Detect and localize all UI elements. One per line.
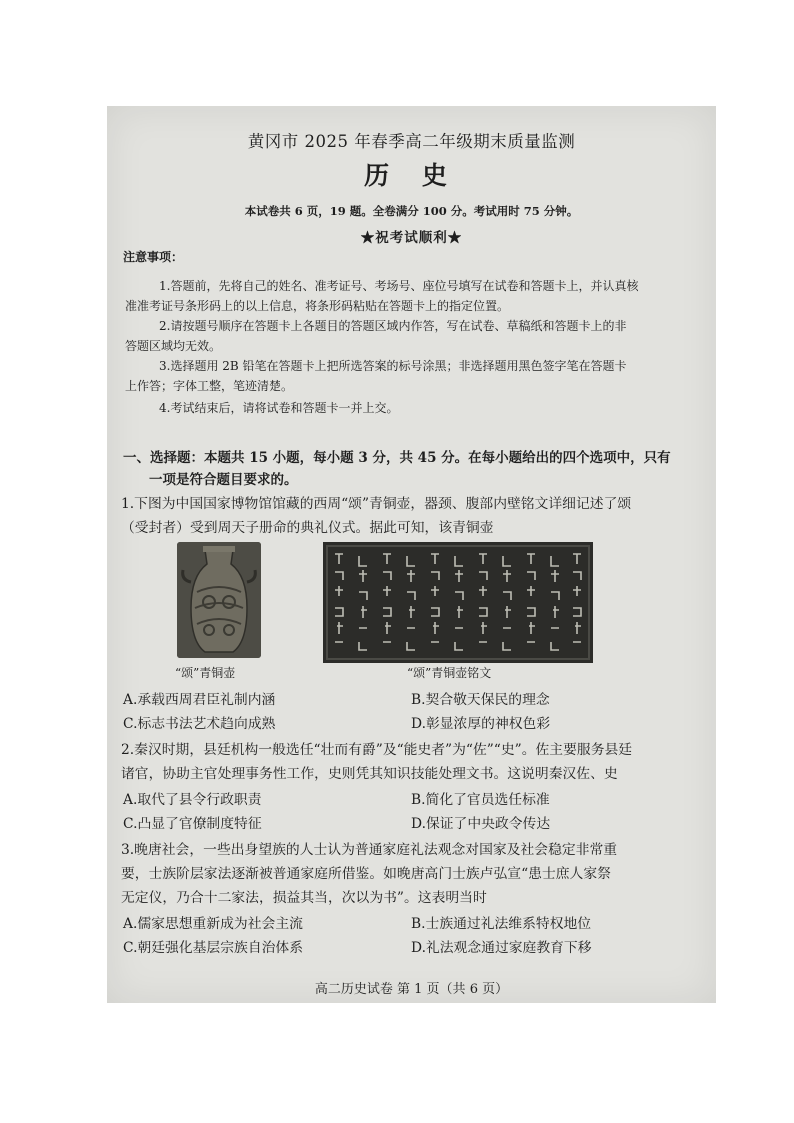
q3-stem-cont: 要，士族阶层家法逐渐被普通家庭所借鉴。如晚唐高门士族卢弘宣“患士庶人家祭 xyxy=(121,866,611,882)
q2-option-b: B.简化了官员选任标准 xyxy=(411,792,550,808)
inscription-caption: “颂”青铜壶铭文 xyxy=(407,666,492,680)
subject-title: 历 史 xyxy=(364,161,459,190)
notice-line: 答题区域均无效。 xyxy=(125,339,222,353)
q2-stem: 2.秦汉时期，县廷机构一般选任“壮而有爵”及“能史者”为“佐”“史”。佐主要服务县廷 xyxy=(121,742,633,758)
exam-title: 黄冈市 2025 年春季高二年级期末质量监测 xyxy=(247,132,576,151)
q1-option-a: A.承载西周君臣礼制内涵 xyxy=(123,692,276,708)
q2-option-c: C.凸显了官僚制度特征 xyxy=(123,816,262,832)
q2-option-a: A.取代了县令行政职责 xyxy=(123,792,262,808)
q1-option-d: D.彰显浓厚的神权色彩 xyxy=(411,716,551,732)
notice-line: 准准考证号条形码上的以上信息，将条形码粘贴在答题卡上的指定位置。 xyxy=(125,299,510,313)
q3-option-d: D.礼法观念通过家庭教育下移 xyxy=(411,940,592,956)
exam-page xyxy=(107,106,716,1003)
good-luck-banner: ★祝考试顺利★ xyxy=(360,230,463,246)
section-heading: 一、选择题：本题共 15 小题，每小题 3 分，共 45 分。在每小题给出的四个选项中，只有 xyxy=(123,450,671,466)
vessel-caption: “颂”青铜壶 xyxy=(175,666,236,680)
q1-option-c: C.标志书法艺术趋向成熟 xyxy=(123,716,276,732)
notice-line: 1.答题前，先将自己的姓名、准考证号、考场号、座位号填写在试卷和答题卡上，并认真核 xyxy=(159,279,639,293)
bronze-vessel-image xyxy=(177,542,261,658)
q3-option-c: C.朝廷强化基层宗族自治体系 xyxy=(123,940,304,956)
q2-option-d: D.保证了中央政令传达 xyxy=(411,816,551,832)
q3-stem: 3.晚唐社会，一些出身望族的人士认为普通家庭礼法观念对国家及社会稳定非常重 xyxy=(121,842,618,858)
q3-option-a: A.儒家思想重新成为社会主流 xyxy=(123,916,303,932)
notice-line: 上作答；字体工整，笔迹清楚。 xyxy=(125,379,294,393)
notice-line: 4.考试结束后，请将试卷和答题卡一并上交。 xyxy=(159,401,399,415)
q1-stem: 1.下图为中国国家博物馆馆藏的西周“颂”青铜壶，器颈、腹部内壁铭文详细记述了颂 xyxy=(121,496,632,512)
notice-line: 2.请按题号顺序在答题卡上各题目的答题区域内作答，写在试卷、草稿纸和答题卡上的非 xyxy=(159,319,627,333)
section-heading-cont: 一项是符合题目要求的。 xyxy=(149,472,298,488)
notice-heading: 注意事项： xyxy=(123,250,184,264)
q1-option-b: B.契合敬天保民的理念 xyxy=(411,692,550,708)
exam-info: 本试卷共 6 页，19 题。全卷满分 100 分。考试用时 75 分钟。 xyxy=(244,204,579,218)
q2-stem-cont: 诸官，协助主官处理事务性工作，史则凭其知识技能处理文书。这说明秦汉佐、史 xyxy=(121,766,618,782)
inscription-rubbing-image xyxy=(323,542,593,663)
notice-line: 3.选择题用 2B 铅笔在答题卡上把所选答案的标号涂黑；非选择题用黑色签字笔在答题卡 xyxy=(159,359,627,373)
q1-stem-cont: （受封者）受到周天子册命的典礼仪式。据此可知，该青铜壶 xyxy=(121,520,494,536)
q3-stem-cont2: 无定仪，乃合十二家法，损益其当，次以为书”。这表明当时 xyxy=(121,890,487,906)
page-footer: 高二历史试卷 第 1 页（共 6 页） xyxy=(314,982,509,997)
q3-option-b: B.士族通过礼法维系特权地位 xyxy=(411,916,592,932)
